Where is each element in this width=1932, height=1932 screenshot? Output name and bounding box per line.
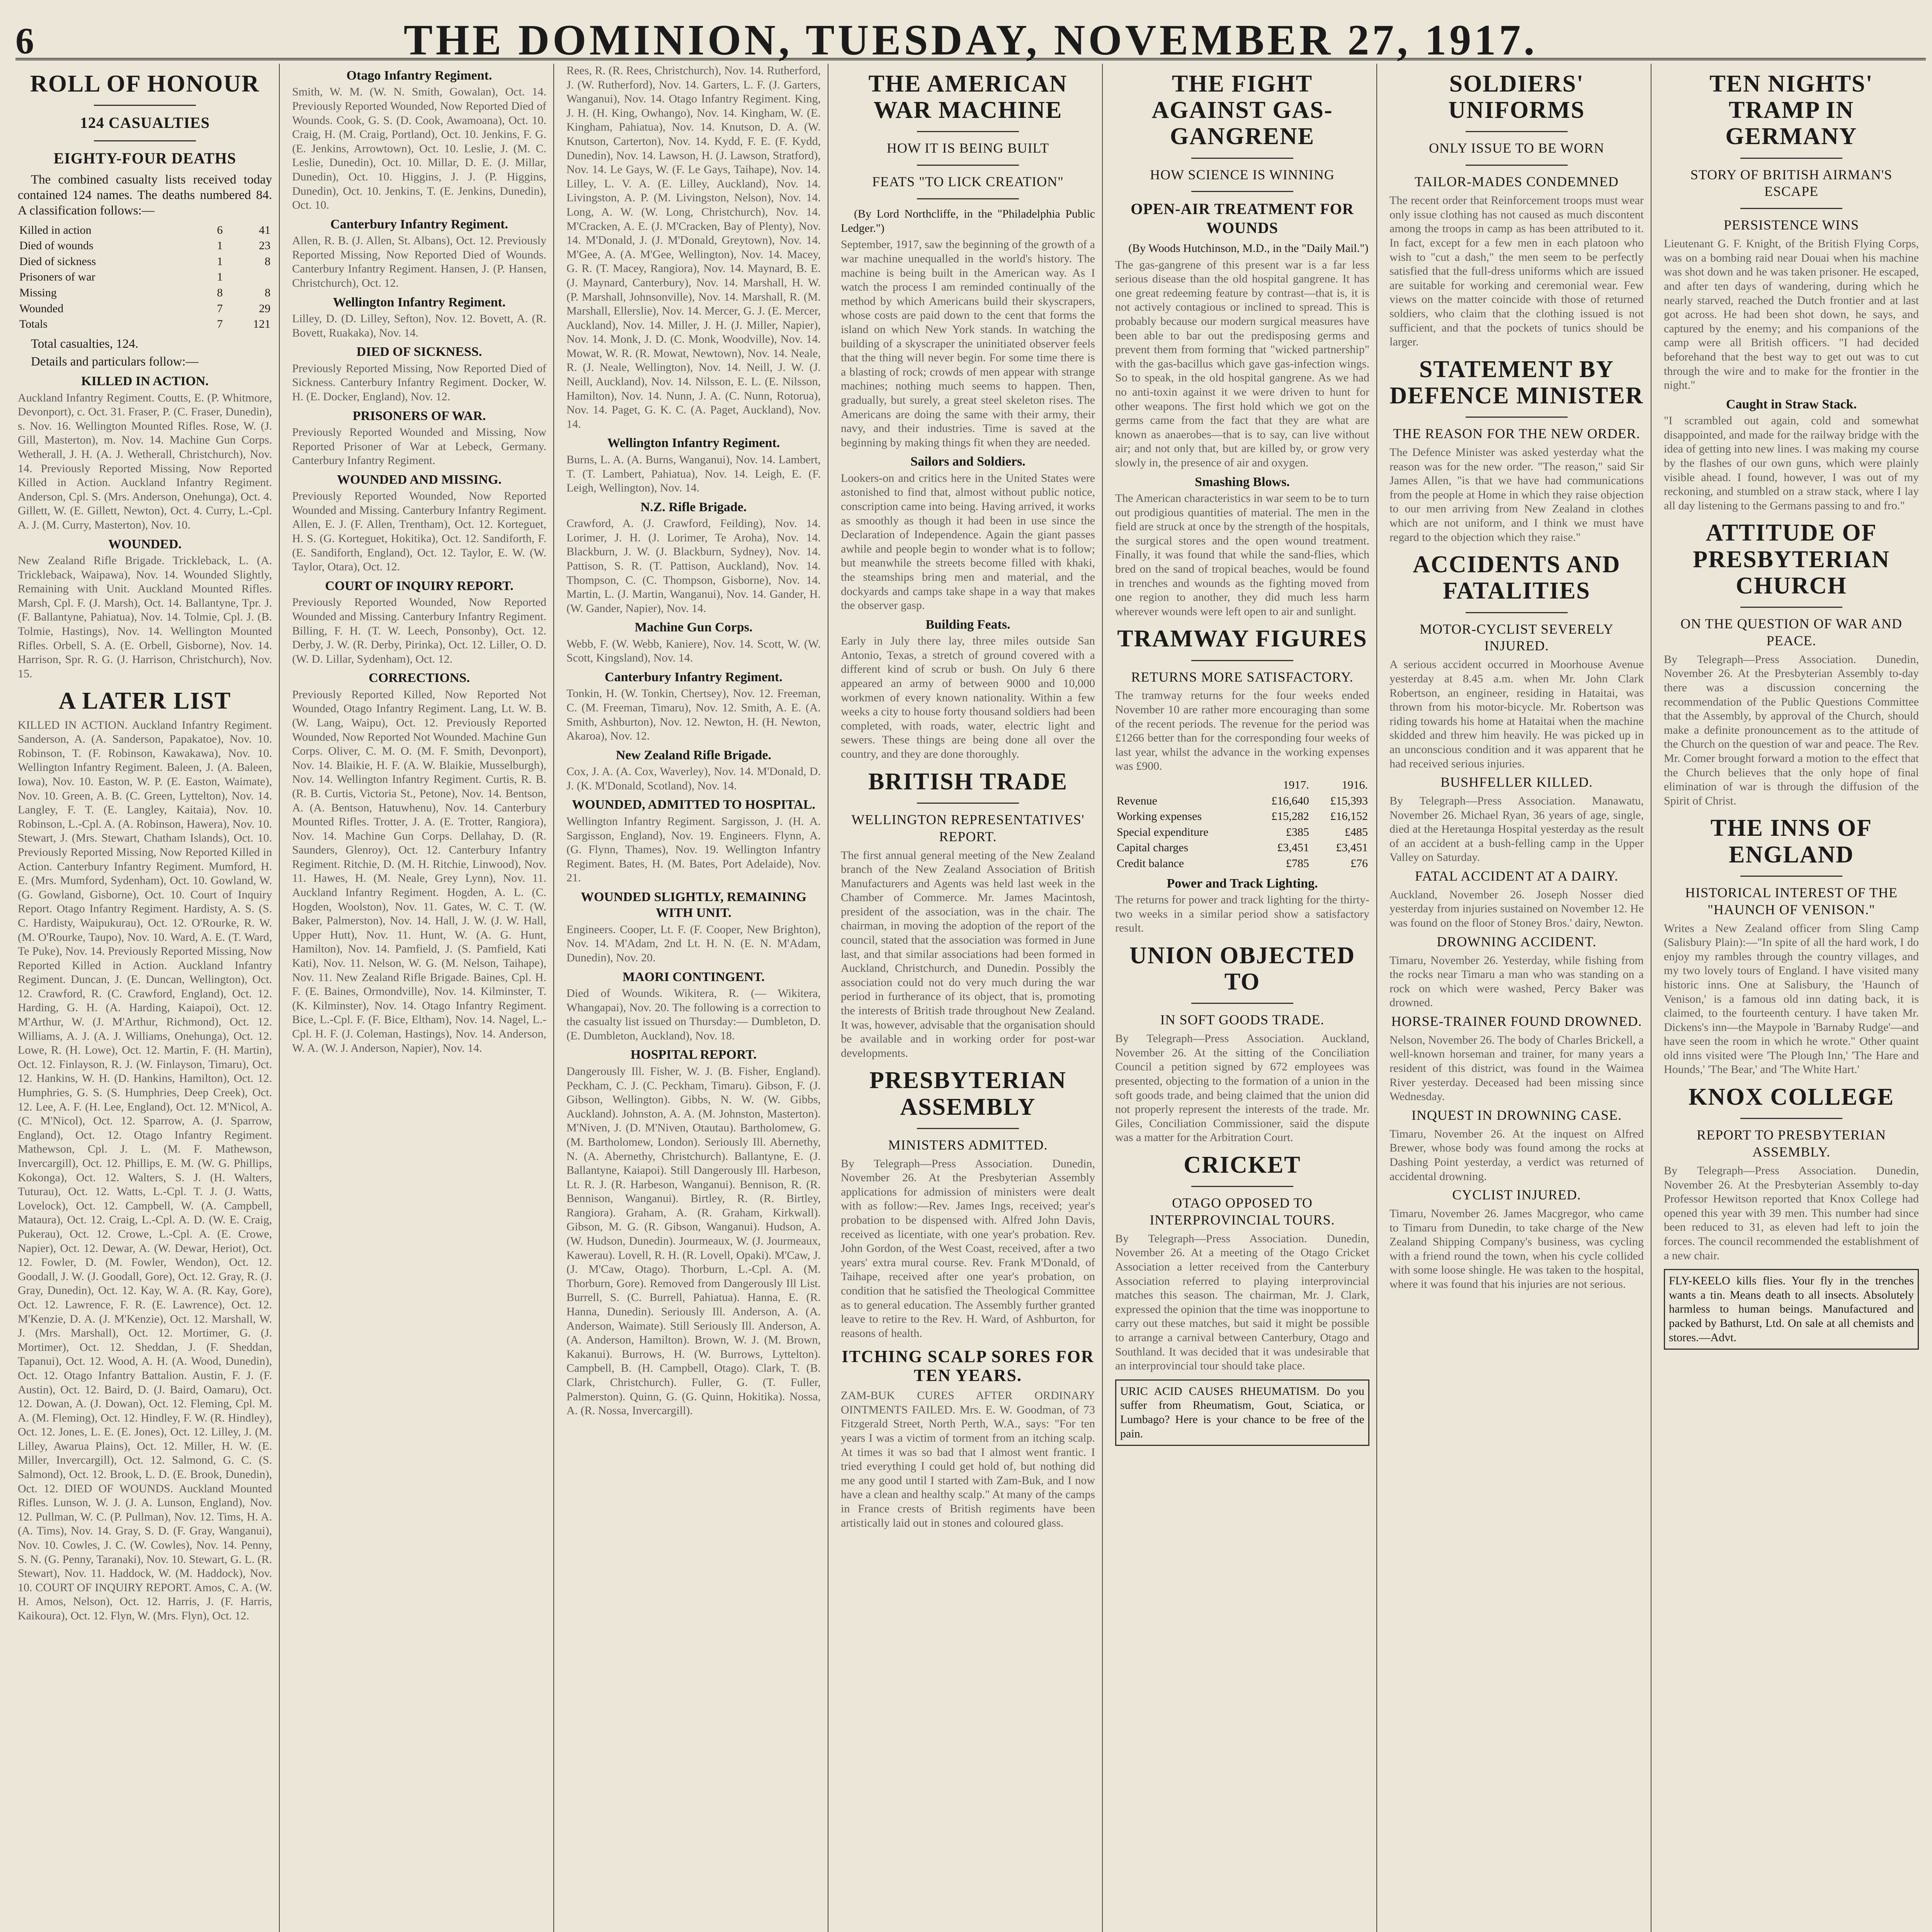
- tramway-table-cell: £15,393: [1330, 794, 1368, 807]
- inns-deck: HISTORICAL INTEREST OF THE "HAUNCH OF VENISON.": [1685, 884, 1898, 917]
- tramway-table-row: [1115, 825, 1369, 840]
- casualty-table-row: [18, 223, 272, 238]
- uniforms-deck-1: ONLY ISSUE TO BE WORN: [1429, 140, 1605, 156]
- canterbury-infantry-head-2: Canterbury Infantry Regiment.: [605, 670, 782, 684]
- tramway-table-cell: Revenue: [1117, 794, 1157, 807]
- defence-deck: THE REASON FOR THE NEW ORDER.: [1393, 426, 1640, 442]
- advertisement-box: URIC ACID CAUSES RHEUMATISM. Do you suffer from Rheumatism, Gout, Sciatica, or Lumbago? Here is your chance to be free of the pain.: [1115, 1379, 1369, 1446]
- casualty-table-cell: 41: [259, 223, 270, 236]
- presbyterian-attitude-headline: ATTITUDE OF PRESBYTERIAN CHURCH: [1693, 520, 1890, 599]
- accident-deck-5: HORSE-TRAINER FOUND DROWNED.: [1391, 1013, 1642, 1029]
- newspaper-title: THE DOMINION, TUESDAY, NOVEMBER 27, 1917.: [403, 16, 1538, 64]
- tramway-table-cell: £3,451: [1277, 841, 1309, 854]
- tramp-deck-1: STORY OF BRITISH AIRMAN'S ESCAPE: [1690, 167, 1893, 199]
- american-deck-1: HOW IT IS BEING BUILT: [886, 140, 1049, 156]
- sailors-soldiers-subhead: Sailors and Soldiers.: [910, 454, 1026, 469]
- column-3: Rees, R. (R. Rees, Christchurch), Nov. 14. Rutherford, J. (W. Rutherford), Nov. 14. Garters, L. F. (J. Garters, Wanganui), Nov. 14. Otago Infantry Regiment. King, J. H. (H. King, Owhango), Nov. 14. Kingham, W. (E. Kingham, Pahiatua), Nov. 14. Knutson, D. A. (W. Knutson, Carterton), Nov. 14. Kydd, F. E. (F. Kydd, Dunedin), Nov. 14. Lawson, H. (J. Lawson, Stratford), Nov. 14. Le Gays, W. (F. Le Gays, Taihape), Nov. 14. Lilley, L. V. A. (E. Lilley, Auckland), Nov. 14. Livingston, A. P. (M. Livingston, Nelson), Nov. 14. Long, A. W. (W. Long, Christchurch), Nov. 14. M'Cracken, A. E. (J. M'Cracken, Bay of Plenty), Nov. 14. M'Donald, J. (J. M'Donald, Greytown), Nov. 14. M'Gee, A. (A. M'Gee, Wellington), Nov. 14. Macey, G. R. (T. Macey, Rangiora), Nov. 14. Maynard, B. E. (J. Maynard, Canterbury), Nov. 14. Marshall, H. W. (P. Marshall, Johnsonville), Nov. 14. Marshall, R. (M. Marshall, Ellerslie), Nov. 14. Mercer, G. J. (E. Mercer, Auckland), Nov. 14. Miller, J. H. (J. Miller, Napier), Nov. 14. Monk, J. D. (C. Monk, Woodville), Nov. 14. Mowat, W. R. (R. Mowat, Newtown), Nov. 14. Neale, R. (J. Neale, Wellington), Nov. 14. Neill, J. W. (J. Neill, Auckland), Nov. 14. Nilsson, E. L. (E. Nilsson, Hamilton), Nov. 14. Nunn, J. A. (C. Nunn, Rotorua), Nov. 14. Paget, G. K. C. (A. Paget, Auckland), Nov. 14. Wellington Infantry Regiment. Burns, L. A. (A. Burns, Wanganui), Nov. 14. Lambert, T. (T. Lambert, Pahiatua), Nov. 14. Leigh, E. (F. Leigh, Wellington), Nov. 14. N.Z. Rifle Brigade. Crawford, A. (J. Crawford, Feilding), Nov. 14. Lorimer, J. H. (J. Lorimer, Te Aroha), Nov. 14. Blackburn, J. W. (J. Blackburn, Sydney), Nov. 14. Pattison, S. R. (T. Pattison, Auckland), Nov. 14. Thompson, C. (C. Thompson, Gisborne), Nov. 14. Martin, L. (J. Martin, Wanganui), Nov. 14. Gander, H. (W. Gander, Napier), Nov. 14. Machine Gun Corps. Webb, F. (W. Webb, Kaniere), Nov. 14. Scott, W. (W. Scott, Kingsland), Nov. 14. Canterbury Infantry Regiment. Tonkin, H. (W. Tonkin, Chertsey), Nov. 12. Freeman, C. (M. Freeman, Timaru), Nov. 12. Smith, A. E. (A. Smith, Ashburton), Nov. 12. Newton, H. (H. Newton, Akaroa), Nov. 12. New Zealand Rifle Brigade. Cox, J. A. (A. Cox, Waverley), Nov. 14. M'Donald, D. J. (K. M'Donald, Scotland), Nov. 14. WOUNDED, ADMITTED TO HOSPITAL. Wellington Infantry Regiment. Sargisson, J. (H. A. Sargisson, England), Nov. 19. Engineers. Flynn, A. (G. Flynn, Thames), Nov. 19. Wellington Infantry Regiment. Bates, H. (M. Bates, Port Adelaide), Nov. 21. WOUNDED SLIGHTLY, REMAINING WITH UNIT. Engineers. Cooper, Lt. F. (F. Cooper, New Brighton), Nov. 14. M'Adam, 2nd Lt. H. N. (E. N. M'Adam, Dunedin), Nov. 20. MAORI CONTINGENT. Died of Wounds. Wikitera, R. (— Wikitera, Whangapai), Nov. 20. The following is a correction to the casualty list issued on Thursday:— Dumbleton, D. (E. Dumbleton, Auckland), Nov. 18. HOSPITAL REPORT. Dangerously Ill. Fisher, W. J. (B. Fisher, England). Peckham, C. J. (C. Peckham, Timaru). Gibson, F. (J. Gibson, Wellington). Gibbs, N. W. (W. Gibbs, Auckland). Johnston, A. A. (M. Johnston, Masterton). M'Niven, J. (D. M'Niven, Otautau). Bartholomew, G. (M. Bartholomew, London). Seriously Ill. Abernethy, N. (A. Abernethy, Christchurch). Ballantyne, E. (J. Ballantyne, Kaiapoi). Still Dangerously Ill. Harbeson, Lt. R. J. (R. Harbeson, Wanganui). Bennison, R. (R. Bennison, Wanganui). Birtley, R. (R. Birtley, Rangiora). Graham, A. (R. Graham, Kirkwall). Gibson, M. G. (R. Gibson, Wanganui). Hudson, A. (W. Hudson, Dunedin). Jourmeaux, W. (J. Jourmeaux, Kawerau). Lovell, R. H. (R. Lovell, Opaki). M'Caw, J. (J. M'Caw, Otago). Thorburn, L.-Cpl. A. (M. Thorburn, Gore). Removed from Dangerously Ill List. Burrell, S. (C. Burrell, Pahiatua). Hanna, E. (R. Hanna, Dunedin). Seriously Ill. Anderson, A. (A. Anderson, Waimate). Still Seriously Ill. Anderson, A. (A. Anderson, Hamilton). Brown, W. J. (M. Brown, Kakanui). Burrows, H. (W. Burrows, Lyttelton). Campbell, B. (H. Campbell, Otago). Clark, T. (B. Clark, Christchurch). Fuller, G. (T. Fuller, Palmerston). Quinn, G. (G. Quinn, Hokitika). Nossa, A. (R. Nossa, Invercargill).: [564, 64, 828, 1932]
- casualty-table-cell: Died of sickness: [19, 255, 96, 268]
- wounded-missing-head: WOUNDED AND MISSING.: [337, 472, 502, 487]
- straw-stack-subhead: Caught in Straw Stack.: [1726, 397, 1857, 412]
- casualty-table-row: [18, 285, 272, 301]
- prisoners-of-war-head: PRISONERS OF WAR.: [352, 408, 486, 423]
- british-trade-deck: WELLINGTON REPRESENTATIVES' REPORT.: [851, 811, 1085, 844]
- column-1: ROLL OF HONOUR 124 CASUALTIES EIGHTY-FOUR DEATHS The combined casualty lists received today contained 124 names. The deaths numbered 84. A classification follows:— Killed in action 6 41 Died of wounds 1 23 Died of sickness 1 8 Prisoners of war 1 Missing 8 8 Wounded 7 29 Totals 7 121 Total casualties, 124. Details and particulars follow:— KILLED IN ACTION. Auckland Infantry Regiment. Coutts, E. (P. Whitmore, Devonport), c. Oct. 31. Fraser, P. (C. Fraser, Dunedin), s. Nov. 16. Wellington Mounted Rifles. Rose, W. (J. Gill, Masterton), m. Nov. 14. Machine Gun Corps. Wetherall, J. H. (A. J. Wetherall, Christchurch), Nov. 14. Previously Reported Missing, Now Reported Killed in Action. Auckland Infantry Regiment. Anderson, Cpl. S. (Mrs. Anderson, Onehunga), Oct. 4. Gillett, W. (E. Gillett, Newton), Oct. 4. Curry, L.-Cpl. A. J. (M. Curry, Masterton), Nov. 10. WOUNDED. New Zealand Rifle Brigade. Trickleback, L. (A. Trickleback, Waipawa), Nov. 14. Wounded Slightly, Remaining with Unit. Auckland Mounted Rifles. Marsh, Cpl. F. (J. Marsh), Oct. 14. Ballantyne, Tpr. J. (F. Ballantyne, Pahiatua), Nov. 14. Tolmie, Cpl. J. (B. Tolmie, Hastings), Nov. 14. Wellington Mounted Rifles. Orbell, S. A. (E. Orbell, Gisborne), Nov. 14. Harrison, Spr. R. G. (J. Harrison, Christchurch), Nov. 15. A LATER LIST KILLED IN ACTION. Auckland Infantry Regiment. Sanderson, A. (A. Sanderson, Papakatoe), Nov. 10. Robinson, T. (F. Robinson, Kawakawa), Nov. 10. Wellington Infantry Regiment. Baleen, J. (A. Baleen, Iowa), Nov. 10. Easton, W. P. (E. Easton, Waimate), Nov. 10. Green, A. B. (C. Green, Lyttelton), Nov. 14. Langley, F. T. (E. Langley, Kaitaia), Nov. 10. Robinson, L.-Cpl. A. (A. Robinson, Hawera), Nov. 10. Stewart, J. (Mrs. Stewart, Chatham Islands), Oct. 10. Previously Reported Missing, Now Reported Killed in Action. Canterbury Infantry Regiment. Mumford, H. E. (Mrs. Mumford, Sydenham), Oct. 10. Gowland, W. (G. Gowland, Gisborne), Oct. 10. Court of Inquiry Report. Otago Infantry Regiment. Hardisty, A. S. (S. C. Hardisty, Waipukurau), Oct. 12. O'Rourke, R. W. (M. O'Rourke, Taupo), Nov. 10. Ward, A. E. (T. Ward, Te Puke), Nov. 14. Previously Reported Missing, Now Reported Killed in Action. Auckland Infantry Regiment. Duncan, J. (E. Duncan, Wellington), Oct. 12. Crawford, R. (C. Crawford, England), Oct. 12. Harding, G. H. (A. Harding, Kaiapoi), Oct. 12. M'Arthur, W. (J. M'Arthur, Richmond), Oct. 12. Williams, A. J. (A. J. Williams, Onehunga), Oct. 12. Lowe, R. (H. Lowe), Oct. 12. Martin, F. (H. Martin), Oct. 12. Finlayson, R. J. (W. Finlayson, Timaru), Oct. 12. Hankins, W. H. (D. Hankins, Hamilton), Oct. 12. Humphries, G. S. (S. Humphries, Deep Creek), Oct. 12. Lee, A. F. (H. Lee, England), Oct. 12. M'Nicol, A. (C. M'Nicol), Oct. 12. Sparrow, A. (J. Sparrow, England), Oct. 12. Otago Infantry Regiment. Mathewson, Cpl. J. L. (M. F. Mathewson, Invercargill), Oct. 12. Phillips, E. M. (W. G. Phillips, Kokonga), Oct. 12. Walters, S. J. (H. Walters, Tuturau), Oct. 12. Watts, L.-Cpl. T. J. (J. Watts, Lovelock), Oct. 12. Campbell, W. (A. Campbell, Mataura), Oct. 12. Craig, L.-Cpl. A. D. (W. E. Craig, Pukerau), Oct. 12. Crowe, L.-Cpl. A. (E. Crowe, Napier), Oct. 12. Dewar, A. (W. Dewar, Heriot), Oct. 12. Fowler, D. (M. Fowler, Wendon), Oct. 12. Goodall, J. W. (J. Goodall, Gore), Oct. 12. Gray, R. (J. Gray, Dunedin), Oct. 12. Kay, W. A. (R. Kay, Gore), Oct. 12. Lawrence, F. R. (E. Lawrence), Oct. 12. M'Kenzie, D. A. (J. M'Kenzie), Oct. 12. Marshall, W. J. (Mrs. Marshall), Oct. 12. Mortimer, G. (J. Mortimer), Oct. 12. Sheddan, J. (F. Sheddan, Tapanui), Oct. 12. Wood, A. H. (A. Wood, Dunedin), Oct. 12. Otago Infantry Battalion. Austin, F. J. (F. Austin), Oct. 12. Baird, D. (J. Baird, Oamaru), Oct. 12. Dowan, A. (J. Dowan), Oct. 12. Fleming, Cpl. M. A. (M. Fleming), Oct. 12. Hindley, F. W. (R. Hindley), Oct. 12. Jones, L. E. (E. Jones), Oct. 12. Lilley, J. (M. Lilley, Awarua Plains), Oct. 12. Miller, H. W. (E. Miller, Invercargill), Oct. 12. Salmond, G. C. (S. Salmond), Oct. 12. Brook, L. D. (E. Brook, Dunedin), Oct. 12. DIED OF WOUNDS. Auckland Mounted Rifles. Lunson, W. J. (J. A. Lunson, England), Nov. 12. Pullman, W. C. (P. Pullman), Nov. 12. Tims, H. A. (A. Tims), Nov. 14. Gray, S. D. (F. Gray, Wanganui), Nov. 10. Cowles, J. C. (W. Cowles), Nov. 14. Penny, S. N. (G. Penny, Taranaki), Nov. 10. Stewart, G. L. (R. Stewart), Nov. 11. Haddock, W. (M. Haddock), Nov. 10. COURT OF INQUIRY REPORT. Amos, C. A. (W. H. Amos, Nelson), Oct. 12. Harris, J. (F. Harris, Kaikoura), Oct. 12. Flyn, W. (Mrs. Flyn), Oct. 12.: [15, 64, 280, 1932]
- tramway-table-cell: Capital charges: [1117, 841, 1189, 854]
- uniforms-deck-2: TAILOR-MADES CONDEMNED: [1414, 174, 1619, 190]
- cricket-headline: CRICKET: [1184, 1151, 1301, 1178]
- soldiers-uniforms-headline: SOLDIERS' UNIFORMS: [1448, 71, 1585, 124]
- tramway-table-cell: £3,451: [1336, 841, 1368, 854]
- tramway-table-cell: Credit balance: [1117, 857, 1184, 870]
- tramway-table-cell: Working expenses: [1117, 810, 1202, 823]
- casualty-table-row: [18, 316, 272, 332]
- wounded-slightly-head: WOUNDED SLIGHTLY, REMAINING WITH UNIT.: [580, 889, 807, 920]
- casualty-table-cell: 7: [217, 302, 223, 315]
- total-casualties: Total casualties, 124.: [31, 337, 139, 351]
- accident-deck-1: MOTOR-CYCLIST SEVERELY INJURED.: [1419, 621, 1614, 654]
- tramway-table-cell: £16,152: [1330, 810, 1368, 823]
- roll-intro: The combined casualty lists received today contained 124 names. The deaths numbered 84. A classification follows:—: [18, 172, 272, 218]
- casualty-table-cell: Killed in action: [19, 223, 92, 236]
- newspaper-columns: [15, 64, 1926, 1932]
- details-line: Details and particulars follow:—: [31, 354, 199, 369]
- new-zealand-rifle-brigade-head: New Zealand Rifle Brigade.: [616, 748, 772, 762]
- killed-in-action-head: KILLED IN ACTION.: [81, 374, 209, 389]
- roll-of-honour-headline: ROLL OF HONOUR: [30, 71, 260, 97]
- column-6: SOLDIERS' UNIFORMS ONLY ISSUE TO BE WORN TAILOR-MADES CONDEMNED The recent order that Reinforcement troops must wear only issue clothing has not caused as much discontent among the troops in camp as has been attributed to it. In fact, except for a few men in each platoon who wish to "cut a dash," the men seem to be perfectly satisfied that the full-dress uniforms which are issued are suitable for working and ceremonial wear. Few views on the matter coincide with those of returned soldiers, who claim that the clothing issued is not sufficient, and that the pockets of tunics should be larger. STATEMENT BY DEFENCE MINISTER THE REASON FOR THE NEW ORDER. The Defence Minister was asked yesterday what the reason was for the new order. "The reason," said Sir James Allen, "is that we have had communications from the people at Home in which they raise objection to our men arriving from New Zealand in clothes which are not uniform, and I think we must have regard to the objection which they raise." ACCIDENTS AND FATALITIES MOTOR-CYCLIST SEVERELY INJURED. A serious accident occurred in Moorhouse Avenue yesterday at 8.45 a.m. when Mr. John Clark Robertson, an engineer, residing in Hataitai, was thrown from his motor-bicycle. Mr. Robertson was riding towards his home at Hataitai when the machine skidded and threw him heavily. He was picked up in an unconscious condition and it was apparent that he had received serious injuries. BUSHFELLER KILLED. By Telegraph—Press Association. Manawatu, November 26. Michael Ryan, 36 years of age, single, died at the Heretaunga Hospital yesterday as the result of an accident at a bush-felling camp in the Upper Valley on Saturday. FATAL ACCIDENT AT A DAIRY. Auckland, November 26. Joseph Nosser died yesterday from injuries sustained on November 12. He was found on the floor of Stoney Bros.' dairy, Newton. DROWNING ACCIDENT. Timaru, November 26. Yesterday, while fishing from the rocks near Timaru a man who was standing on a rock on which were washed, Percy Baker was drowned. HORSE-TRAINER FOUND DROWNED. Nelson, November 26. The body of Charles Brickell, a well-known horseman and trainer, for many years a resident of this district, was found in the Waimea River yesterday. Deceased had been missing since Wednesday. INQUEST IN DROWNING CASE. Timaru, November 26. At the inquest on Alfred Brewer, whose body was found among the rocks at Dashing Point yesterday, a verdict was returned of accidental drowning. CYCLIST INJURED. Timaru, November 26. James Macgregor, who came to Timaru from Dunedin, to take charge of the New Zealand Shipping Company's business, was cycling with a friend round the town, when his cycle collided with some loose shingle. He was taken to the hospital, where it was found that his injuries are not serious.: [1387, 64, 1651, 1932]
- machine-gun-corps-head: Machine Gun Corps.: [634, 620, 753, 635]
- tram-year-1917: 1917.: [1283, 779, 1309, 792]
- casualty-table-cell: Totals: [19, 318, 48, 331]
- casualty-list-text: Auckland Infantry Regiment. Coutts, E. (P. Whitmore, Devonport), c. Oct. 31. Fraser, P. (C. Fraser, Dunedin), s. Nov. 16. Wellington Mounted Rifles. Rose, W. (J. Gill, Masterton), m. Nov. 14. Machine Gun Corps. Wetherall, J. H. (A. J. Wetherall, Christchurch), Nov. 14. Previously Reported Missing, Now Reported Killed in Action. Auckland Infantry Regiment. Anderson, Cpl. S. (Mrs. Anderson, Onehunga), Oct. 4. Gillett, W. (E. Gillett, Newton), Oct. 4. Curry, L.-Cpl. A. J. (M. Curry, Masterton), Nov. 10.: [18, 391, 272, 531]
- column-4: THE AMERICAN WAR MACHINE HOW IT IS BEING BUILT FEATS "TO LICK CREATION" (By Lord Northcliffe, in the "Philadelphia Public Ledger.") September, 1917, saw the beginning of the growth of a war machine unequalled in the world's history. The machine is being built in the American way. As I watch the process I am reminded continually of the method by which Americans build their skyscrapers, whose costs are paid down to the cent that forms the island on which New York stands. In watching the building of a skyscraper the uninitiated observer feels that the thing will never begin. For some time there is a blasting of rock; crowds of men appear with strange machines; nothing much seems to happen. Then, gradually, but surely, a great steel skeleton rises. The Americans are doing the same with their army, their navy, and their industries. Time is saved at the beginning by making things fit when they are needed. Sailors and Soldiers. Lookers-on and critics here in the United States were astonished to find that, almost without public notice, conscription came into being. Having arrived, it works as smoothly as though it had been in use since the Declaration of Independence. Again the giant passes awhile and people begin to wonder what is to follow; but meanwhile the streets become filled with khaki, the steamships bring men and material, and the dockyards and camps take shape in a way that makes the observer gasp. Building Feats. Early in July there lay, three miles outside San Antonio, Texas, a stretch of ground covered with a different kind of scrub or bush. On July 6 there appeared an army of between 9000 and 10,000 workmen of every known nationality. Within a few weeks a city to house forty thousand soldiers had been completed, with roads, water, electric light and sewers. These things are being done all over the country, and they are done thoroughly. BRITISH TRADE WELLINGTON REPRESENTATIVES' REPORT. The first annual general meeting of the New Zealand branch of the New Zealand Association of British Manufacturers and Agents was held last week in the Chamber of Commerce. Mr. James Macintosh, president of the association, was in the chair. The chairman, in moving the adoption of the report of the council, stated that the association was formed in June last, and that similar associations had been formed in Auckland, Christchurch, and Dunedin. Possibly the association could not do very much during the war period in furtherance of its object, that is, promoting the interests of British trade throughout New Zealand. It was, however, advisable that the organisation should be available and in working order for post-war developments. PRESBYTERIAN ASSEMBLY MINISTERS ADMITTED. By Telegraph—Press Association. Dunedin, November 26. At the Presbyterian Assembly applications for admission of ministers were dealt with as follow:—Rev. James Ings, received; year's probation to be dispensed with. Alfred John Davis, received as licentiate, with one year's probation. Rev. John Gordon, of the West Coast, received, after a two years' extra mural course. Rev. Frank M'Donald, of Taihape, received after one year's probation, on condition that he satisfied the Theological Committee as to general education. The Assembly further granted leave to retire to the Rev. H. Ward, of Ashburton, for reasons of health. ITCHING SCALP SORES FOR TEN YEARS. ZAM-BUK CURES AFTER ORDINARY OINTMENTS FAILED. Mrs. E. W. Goodman, of 73 Fitzgerald Street, North Perth, W.A., says: "For ten years I was a victim of torment from an itching scalp. At times it was so bad that I almost went frantic. I tried everything I could get hold of, but nothing did me any good until I started with Zam-Buk, and I now have a clean and healthy scalp." At many of the camps in France crests of British regiments have been artistically laid out in stones and coloured glass.: [838, 64, 1103, 1932]
- knox-college-headline: KNOX COLLEGE: [1688, 1084, 1895, 1111]
- later-list-headline: A LATER LIST: [58, 688, 231, 714]
- casualty-table-cell: 6: [217, 223, 223, 236]
- tramway-table-row: [1115, 840, 1369, 856]
- masthead: [15, 12, 1926, 64]
- casualty-table-cell: [224, 269, 272, 285]
- accidents-headline: ACCIDENTS AND FATALITIES: [1413, 551, 1621, 604]
- canterbury-infantry-head: Canterbury Infantry Regiment.: [330, 217, 508, 231]
- smashing-blows-subhead: Smashing Blows.: [1195, 474, 1290, 489]
- tramway-table-cell: £385: [1286, 825, 1309, 838]
- gas-gangrene-headline: THE FIGHT AGAINST GAS-GANGRENE: [1151, 71, 1333, 150]
- column-7: TEN NIGHTS' TRAMP IN GERMANY STORY OF BRITISH AIRMAN'S ESCAPE PERSISTENCE WINS Lieutenant G. F. Knight, of the British Flying Corps, was on a bombing raid near Douai when his machine was shot down and he was taken prisoner. He escaped, and after ten days of wandering, during which he nearly starved, reached the Dutch frontier and at last got across. He had been shot down, he says, and captured by the enemy; and his companions of the camp were all British officers. "I had decided beforehand that the best way to get out was to cut through the wire and to make for the frontier in the night." Caught in Straw Stack. "I scrambled out again, cold and somewhat disappointed, and made for the railway bridge with the idea of getting into new lines. I was making my course by the flashes of our own guns, which were plainly visible ahead. I found, however, I was out of my reckoning, and stumbled on a straw stack, where I lay all day listening to the Germans passing to and fro." ATTITUDE OF PRESBYTERIAN CHURCH ON THE QUESTION OF WAR AND PEACE. By Telegraph—Press Association. Dunedin, November 26. At the Presbyterian Assembly to-day there was a discussion concerning the recommendation of the Public Questions Committee that the Assembly, by approval of the Church, should make a definite pronouncement as to the attitude of the Church on the question of war and peace. The Rev. Mr. Comer brought forward a motion to the effect that the Church believes that the only hope of final elimination of war is through the diffusion of the Spirit of Christ. THE INNS OF ENGLAND HISTORICAL INTEREST OF THE "HAUNCH OF VENISON." Writes a New Zealand officer from Sling Camp (Salisbury Plain):—"In spite of all the hard work, I do enjoy my rambles through the country villages, and my two lovely tours of England. I have visited many historic inns. One at Salisbury, the 'Haunch of Venison,' is a famous old inn dating back, it is claimed, to the fourteenth century. I have taken Mr. Dickens's inn—the Maypole in 'Barnaby Rudge'—and have seen the room in which he wrote." Other quaint old inns visited were 'The Plough Inn,' 'The Hare and Hounds,' 'The Bear,' and 'The White Hart.' KNOX COLLEGE REPORT TO PRESBYTERIAN ASSEMBLY. By Telegraph—Press Association. Dunedin, November 26. At the Presbyterian Assembly to-day Professor Hewitson reported that Knox College had opened this year with 39 men. This number had since been reduced to 31, as eleven had left to join the forces. The council recommended the establishment of a new chair. FLY-KEELO kills flies. Your fly in the trenches wants a tin. Means death to all insects. Absolutely harmless to human beings. Manufactured and packed by Bathurst, Ltd. On sale at all chemists and stores.—Advt.: [1662, 64, 1926, 1932]
- casualty-table-row: [18, 301, 272, 317]
- wellington-infantry-head: Wellington Infantry Regiment.: [333, 295, 506, 310]
- hospital-report-head: HOSPITAL REPORT.: [630, 1048, 757, 1062]
- casualty-table-row: [18, 254, 272, 270]
- cricket-deck: OTAGO OPPOSED TO INTERPROVINCIAL TOURS.: [1150, 1195, 1335, 1228]
- casualty-table-row: [18, 238, 272, 254]
- gas-gangrene-deck-2: OPEN-AIR TREATMENT FOR WOUNDS: [1131, 200, 1354, 237]
- column-2: Otago Infantry Regiment. Smith, W. M. (W. N. Smith, Gowalan), Oct. 14. Previously Reported Wounded, Now Reported Died of Wounds. Cook, G. S. (D. Cook, Awamoana), Oct. 10. Craig, H. (M. Craig, Portland), Oct. 10. Jenkins, F. G. (E. Jenkins, Arrowtown), Oct. 10. Leslie, J. (M. C. Leslie, Dunedin), Oct. 10. Millar, D. E. (J. Millar, Dunedin), Oct. 10. Higgins, J. J. (P. Higgins, Dunedin), Oct. 10. Jenkins, T. (E. Jenkins, Dunedin), Oct. 10. Canterbury Infantry Regiment. Allen, R. B. (J. Allen, St. Albans), Oct. 12. Previously Reported Missing, Now Reported Died of Wounds. Canterbury Infantry Regiment. Hansen, J. (P. Hansen, Christchurch), Oct. 12. Wellington Infantry Regiment. Lilley, D. (D. Lilley, Sefton), Nov. 12. Bovett, A. (R. Bovett, Ruakaka), Nov. 14. DIED OF SICKNESS. Previously Reported Missing, Now Reported Died of Sickness. Canterbury Infantry Regiment. Docker, W. H. (E. Docker, England), Nov. 12. PRISONERS OF WAR. Previously Reported Wounded and Missing, Now Reported Prisoner of War at Lebeck, Germany. Canterbury Infantry Regiment. WOUNDED AND MISSING. Previously Reported Wounded, Now Reported Wounded and Missing. Canterbury Infantry Regiment. Allen, E. J. (F. Allen, Trentham), Oct. 12. Korteguet, H. S. (G. Korteguet, Hokitika), Oct. 12. Sandiforth, F. (E. Sandiforth, England), Oct. 12. Taylor, E. W. (W. Taylor, Otara), Oct. 12. COURT OF INQUIRY REPORT. Previously Reported Wounded, Now Reported Wounded and Missing. Canterbury Infantry Regiment. Billing, F. H. (T. W. Leech, Ponsonby), Oct. 12. Derby, J. W. (R. Derby, Pirinka), Oct. 12. Liller, O. D. (W. D. Lillar, Sydenham), Oct. 12. CORRECTIONS. Previously Reported Killed, Now Reported Not Wounded, Otago Infantry Regiment. Lang, Lt. W. B. (W. Lang, Waipu), Oct. 12. Previously Reported Wounded, Now Reported Not Wounded. Machine Gun Corps. Oliver, C. M. O. (M. F. Smith, Devonport), Nov. 14. Blaikie, H. F. (A. W. Blaikie, Musselburgh), Nov. 14. Wellington Infantry Regiment. Curtis, R. B. (R. B. Curtis, Victoria St., Petone), Nov. 14. Bentson, A. (A. Bentson, Hatuwhenu), Nov. 14. Canterbury Mounted Rifles. Trotter, J. A. (E. Trotter, Rangiora), Nov. 14. Machine Gun Corps. Dellahay, D. (R. Saunders, Glenroy), Oct. 12. Canterbury Infantry Regiment. Ritchie, D. (M. H. Ritchie, Linwood), Nov. 11. Hawes, H. (M. Neale, Grey Lynn), Nov. 11. Auckland Infantry Regiment. Hogden, A. L. (C. Hogden, Woolston), Nov. 11. Gates, W. C. T. (W. Baker, Palmerston), Nov. 14. Hall, J. W. (J. W. Hall, Upper Hutt), Nov. 11. Hunt, W. (A. G. Hunt, Hamilton), Nov. 14. Pamfield, J. (S. Pamfield, Kati Kati), Nov. 11. Nelson, W. G. (M. Nelson, Taihape), Nov. 11. New Zealand Rifle Brigade. Baines, Cpl. H. F. (E. Baines, Ormondville), Nov. 14. Kilminster, T. (K. Kilminster), Nov. 14. Otago Infantry Regiment. Bice, L.-Cpl. F. (F. Bice, Eltham), Nov. 14. Nagel, L.-Cpl. H. F. (J. Coleman, Hastings), Nov. 14. Anderson, W. A. (W. J. Anderson, Napier), Nov. 14.: [290, 64, 554, 1932]
- casualty-table-cell: 8: [217, 286, 223, 299]
- tram-year-1916: 1916.: [1342, 779, 1368, 792]
- casualty-table-cell: Prisoners of war: [19, 270, 95, 284]
- american-war-machine-headline: THE AMERICAN WAR MACHINE: [868, 71, 1068, 124]
- building-feats-subhead: Building Feats.: [925, 617, 1010, 632]
- presbyterian-attitude-deck: ON THE QUESTION OF WAR AND PEACE.: [1680, 616, 1902, 648]
- casualty-table: [18, 223, 272, 332]
- casualty-table-cell: 23: [259, 239, 270, 252]
- tramway-table-row: [1115, 793, 1369, 809]
- casualty-table-cell: 121: [253, 318, 270, 331]
- union-deck: IN SOFT GOODS TRADE.: [1160, 1012, 1325, 1028]
- wounded-admitted-head: WOUNDED, ADMITTED TO HOSPITAL.: [571, 798, 816, 812]
- corrections-head: CORRECTIONS.: [369, 671, 470, 685]
- casualty-table-cell: 7: [217, 318, 223, 331]
- wounded-head: WOUNDED.: [108, 537, 182, 551]
- page-number: 6: [15, 20, 34, 61]
- inns-of-england-headline: THE INNS OF ENGLAND: [1710, 815, 1872, 868]
- itching-scalp-headline: ITCHING SCALP SORES FOR TEN YEARS.: [842, 1347, 1094, 1385]
- presbyterian-deck: MINISTERS ADMITTED.: [888, 1137, 1048, 1153]
- wellington-infantry-head-2: Wellington Infantry Regiment.: [607, 436, 780, 451]
- tramway-table-cell: £76: [1350, 857, 1368, 870]
- tramway-table-cell: £785: [1286, 857, 1309, 870]
- tramp-deck-2: PERSISTENCE WINS: [1723, 217, 1859, 233]
- casualty-table-cell: Missing: [19, 286, 57, 299]
- tramway-table-cell: £485: [1345, 825, 1368, 838]
- casualty-table-cell: 29: [259, 302, 270, 315]
- casualty-table-row: [18, 269, 272, 285]
- maori-contingent-head: MAORI CONTINGENT.: [622, 969, 765, 984]
- accident-deck-2: BUSHFELLER KILLED.: [1440, 774, 1593, 790]
- ten-nights-tramp-headline: TEN NIGHTS' TRAMP IN GERMANY: [1709, 71, 1873, 150]
- nz-rifle-brigade-head: N.Z. Rifle Brigade.: [640, 500, 747, 514]
- accident-deck-7: CYCLIST INJURED.: [1452, 1187, 1581, 1203]
- tramway-table: [1115, 777, 1369, 872]
- accident-deck-6: INQUEST IN DROWNING CASE.: [1411, 1107, 1622, 1123]
- power-track-lighting-subhead: Power and Track Lighting.: [1167, 876, 1318, 891]
- casualties-count: 124 CASUALTIES: [80, 114, 210, 132]
- otago-infantry-head: Otago Infantry Regiment.: [346, 68, 492, 83]
- casualty-table-cell: 8: [265, 286, 270, 299]
- casualty-table-cell: 1: [217, 239, 223, 252]
- casualty-table-cell: Died of wounds: [19, 239, 94, 252]
- court-of-inquiry-head: COURT OF INQUIRY REPORT.: [325, 578, 514, 593]
- casualty-table-cell: 1: [217, 255, 223, 268]
- presbyterian-assembly-headline: PRESBYTERIAN ASSEMBLY: [869, 1067, 1066, 1120]
- american-deck-2: FEATS "TO LICK CREATION": [872, 174, 1064, 190]
- died-of-sickness-head: DIED OF SICKNESS.: [356, 345, 482, 359]
- casualty-table-cell: 1: [217, 270, 223, 284]
- tramway-figures-headline: TRAMWAY FIGURES: [1117, 626, 1367, 652]
- tramway-table-cell: £16,640: [1271, 794, 1309, 807]
- union-objected-headline: UNION OBJECTED TO: [1129, 942, 1355, 995]
- advertisement-box-2: FLY-KEELO kills flies. Your fly in the trenches wants a tin. Means death to all insects. Absolutely harmless to human beings. Manufactured and packed by Bathurst, Ltd. On sale at all chemists and stores.—Advt.: [1664, 1269, 1919, 1350]
- tramway-table-cell: Special expenditure: [1117, 825, 1209, 838]
- column-5: THE FIGHT AGAINST GAS-GANGRENE HOW SCIENCE IS WINNING OPEN-AIR TREATMENT FOR WOUNDS (By Woods Hutchinson, M.D., in the "Daily Mail.") The gas-gangrene of this present war is a far less serious disease than the old hospital gangrene. It has one great redeeming feature by contrast—that is, it is not actively contagious or inclined to spread. This is probably because our modern surgical measures have been able to bar out the predisposing germs and prevent them from forming that "wicked partnership" with the gas-bacillus which gave gas-infection wings. So to speak, in the old hospital gangrene. As we had no anti-toxin against it we were driven to hunt for other weapons. The first hold which we got on the germs came from the fact that they are what are known as anaerobes—that is to say, can live without air; and not only that, but are killed by, or grow very slowly in, the presence of air and oxygen. Smashing Blows. The American characteristics in war seem to be to turn out prodigious quantities of material. The men in the field are struck at once by the strength of the hospitals, the surgical stores and the open wound treatment. Finally, it was found that while the sand-flies, which bred on the sand of tropical beaches, would be found in trenches and wounds as the fighting moved from one region to another, they did much less harm wherever wounds were left open to air and sunlight. TRAMWAY FIGURES RETURNS MORE SATISFACTORY. The tramway returns for the four weeks ended November 10 are rather more encouraging than some of the recent periods. The revenue for the period was £1266 better than for the corresponding four weeks of last year, whilst the advance in the working expenses was £900. 1917. 1916. Revenue £16,640 £15,393 Working expenses £15,282 £16,152 Special expenditure £385 £485 Capital charges £3,451 £3,451 Credit balance £785 £76 Power and Track Lighting. The returns for power and track lighting for the thirty-two weeks in a similar period show a satisfactory result. UNION OBJECTED TO IN SOFT GOODS TRADE. By Telegraph—Press Association. Auckland, November 26. At the sitting of the Conciliation Council a petition signed by 672 employees was presented, objecting to the formation of a union in the soft goods trade, and being claimed that the union did not properly represent the interests of the trade. Mr. Giles, Conciliation Commissioner, said the dispute was a matter for the Arbitration Court. CRICKET OTAGO OPPOSED TO INTERPROVINCIAL TOURS. By Telegraph—Press Association. Dunedin, November 26. At a meeting of the Otago Cricket Association a letter received from the Canterbury Association referred to playing interprovincial matches this season. The chairman, Mr. J. Clark, expressed the opinion that the time was inopportune to carry out these matches, but said it might be possible to arrange a carnival between Canterbury, Otago and Southland. It was decided that it was undesirable that an interprovincial tour should take place. URIC ACID CAUSES RHEUMATISM. Do you suffer from Rheumatism, Gout, Sciatica, or Lumbago? Here is your chance to be free of the pain.: [1113, 64, 1377, 1932]
- deaths-count: EIGHTY-FOUR DEATHS: [53, 149, 236, 167]
- gas-gangrene-byline: (By Woods Hutchinson, M.D., in the "Daily Mail."): [1128, 242, 1369, 255]
- accident-deck-4: DROWNING ACCIDENT.: [1437, 934, 1597, 949]
- knox-deck: REPORT TO PRESBYTERIAN ASSEMBLY.: [1697, 1127, 1886, 1160]
- tramway-table-cell: £15,282: [1271, 810, 1309, 823]
- casualty-table-cell: 8: [265, 255, 270, 268]
- gas-gangrene-deck-1: HOW SCIENCE IS WINNING: [1150, 167, 1335, 182]
- british-trade-headline: BRITISH TRADE: [868, 768, 1068, 795]
- american-byline: (By Lord Northcliffe, in the "Philadelphia Public Ledger."): [841, 207, 1095, 235]
- tramway-table-row: [1115, 809, 1369, 825]
- tramway-table-row: [1115, 856, 1369, 872]
- accident-deck-3: FATAL ACCIDENT AT A DAIRY.: [1415, 868, 1619, 884]
- tramway-deck: RETURNS MORE SATISFACTORY.: [1131, 669, 1354, 685]
- casualty-table-cell: Wounded: [19, 302, 64, 315]
- defence-minister-headline: STATEMENT BY DEFENCE MINISTER: [1389, 356, 1644, 409]
